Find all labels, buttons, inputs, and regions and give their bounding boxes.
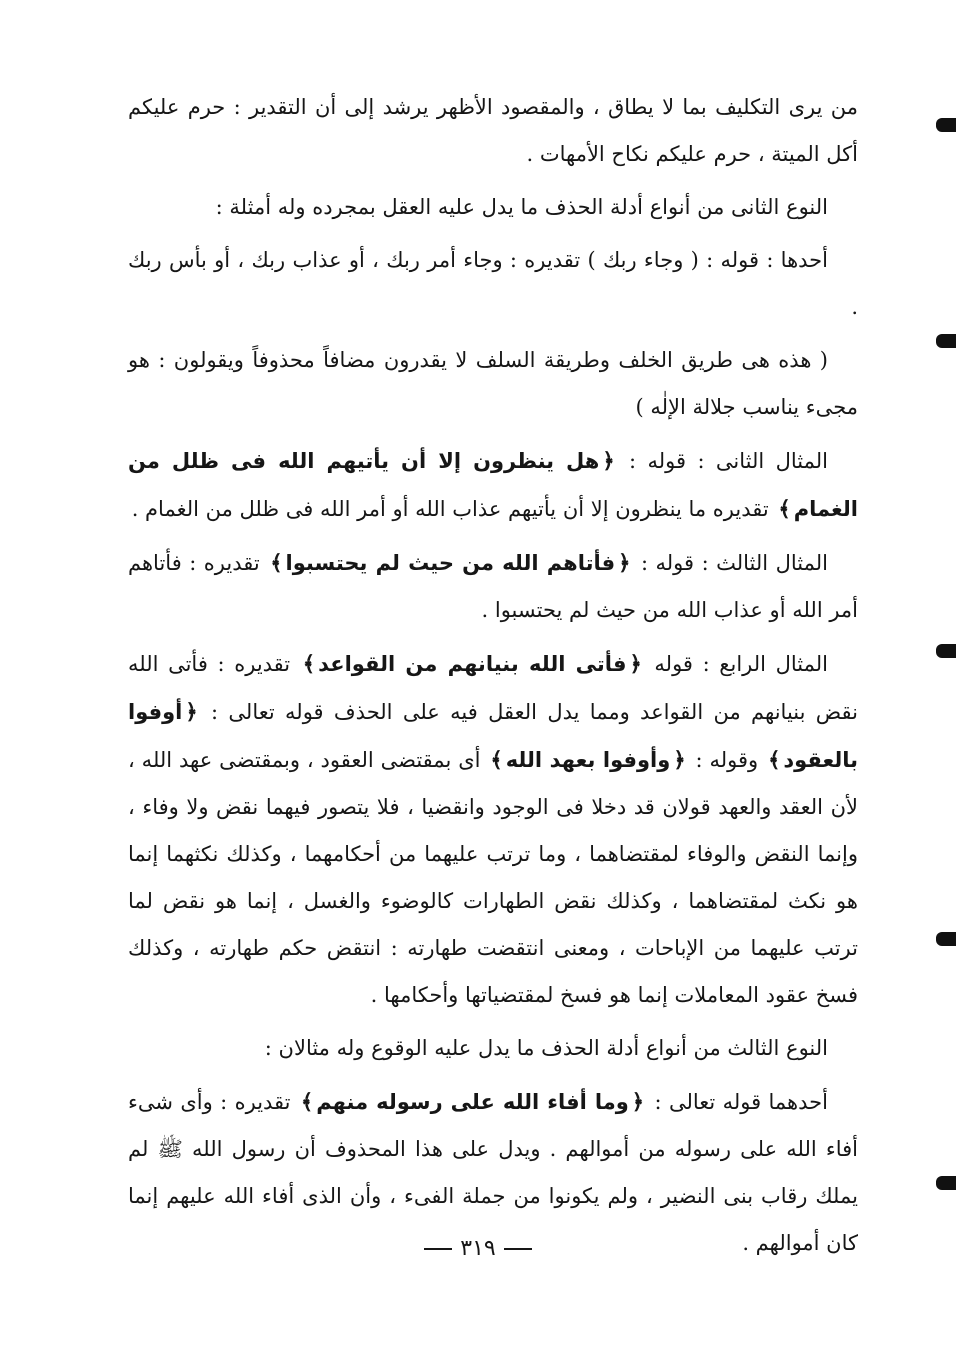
quran-verse: فأتى الله بنيانهم من القواعد (318, 652, 627, 676)
binding-mark (936, 334, 956, 348)
paragraph (128, 437, 858, 533)
ornate-bracket-open: ﴿ (673, 747, 686, 772)
ornate-bracket-open: ﴿ (185, 699, 198, 724)
text-run: النوع الثالث من أنواع أدلة الحذف ما يدل عليه الوقوع وله مثالان : (264, 1036, 828, 1060)
ornate-bracket-close: ﴾ (270, 550, 283, 575)
text-run: المثال الثالث : قوله : (633, 551, 828, 575)
ornate-bracket-close: ﴾ (778, 496, 791, 521)
ornate-bracket-open: ﴿ (618, 550, 631, 575)
footer-dash (504, 1248, 532, 1250)
text-run: المثال الثانى : قوله : (617, 449, 828, 473)
binding-mark (936, 932, 956, 946)
page-footer (0, 1236, 956, 1261)
paragraph (128, 1025, 858, 1072)
paragraph (128, 184, 858, 231)
ornate-bracket-close: ﴾ (300, 1089, 314, 1114)
page-number: ٣١٩ (460, 1236, 496, 1261)
paragraph (128, 237, 858, 331)
ornate-bracket-close: ﴾ (768, 747, 781, 772)
ornate-bracket-close: ﴾ (302, 651, 316, 676)
text-run: أحدهما قوله تعالى : (647, 1090, 828, 1114)
text-run: ( هذه هى طريق الخلف وطريقة السلف لا يقدرون مضافاً محذوفاً ويقولون : هو مجىء يناسب جلالة الإلٰه ) (128, 348, 858, 419)
quran-verse: فأتاهم الله من حيث لم يحتسبوا (285, 551, 616, 575)
text-run: أى بمقتضى العقود ، وبمقتضى عهد الله ، لأن العقد والعهد قولان قد دخلا فى الوجود وانقضيا ، فلا يتصور فيهما نقض ولا وفاء ، وإنما النقض والوفاء لمقتضاهما ، وما ترتب عليهما من أحكامهما ، وكذلك نكثهما إنما هو نكث لمقتضاهما ، وكذلك نقض الطهارات كالوضوء والغسل ، إنما هو نقض لما ترتب عليهما من الإباحات ، ومعنى انتقضت طهارته : انتقض حكم طهارته ، وكذلك فسخ عقود المعاملات إنما هو فسخ لمقتضياتها وأحكامها . (128, 748, 858, 1007)
text-run: تقديره ما ينظرون إلا أن يأتيهم عذاب الله أو أمر الله فى ظلل من الغمام . (131, 497, 776, 521)
text-run: تقديره : فأتاهم أمر الله أو عذاب الله من حيث لم يحتسبوا . (128, 551, 858, 622)
text-run: المثال الرابع : قوله (644, 652, 828, 676)
quran-verse: وأوفوا بعهد الله (505, 748, 671, 772)
text-run: أحدها : قوله : ( وجاء ربك ) تقديره : وجاء أمر ربك ، أو عذاب ربك ، أو بأس ربك . (128, 248, 858, 319)
text-run: تقديره : فأتى الله نقض بنيانهم من القواعد ومما يدل العقل فيه على الحذف قوله تعالى : (128, 652, 858, 724)
quran-verse: وما أفاء الله على رسوله منهم (316, 1090, 629, 1114)
ornate-bracket-close: ﴾ (490, 747, 503, 772)
binding-mark (936, 1176, 956, 1190)
text-run: وقوله : (688, 748, 766, 772)
text-run: تقديره : وأى شىء أفاء الله على رسوله من أموالهم . ويدل على هذا المحذوف أن رسول الله ﷺ لم يملك رقاب بنى النضير ، ولم يكونوا من جملة الفىء ، وأن الذى أفاء الله عليهم إنما كان أموالهم . (128, 1090, 858, 1255)
footer-dash (424, 1248, 452, 1250)
text-run: من يرى التكليف بما لا يطاق ، والمقصود الأظهر يرشد إلى أن التقدير : حرم عليكم أكل الميتة ، حرم عليكم نكاح الأمهات . (128, 95, 858, 166)
paragraph (128, 539, 858, 634)
quran-verse: أوفوا بالعقود (128, 700, 858, 772)
quran-verse: هل ينظرون إلا أن يأتيهم الله فى ظلل من الغمام (128, 449, 858, 521)
body-text (128, 84, 858, 1273)
paragraph (128, 337, 858, 431)
ornate-bracket-open: ﴿ (629, 651, 642, 676)
binding-mark (936, 118, 956, 132)
paragraph (128, 640, 858, 1019)
binding-mark (936, 644, 956, 658)
text-run: النوع الثانى من أنواع أدلة الحذف ما يدل عليه العقل بمجرده وله أمثلة : (215, 195, 828, 219)
paragraph (128, 84, 858, 178)
ornate-bracket-open: ﴿ (602, 448, 615, 473)
ornate-bracket-open: ﴿ (631, 1089, 645, 1114)
